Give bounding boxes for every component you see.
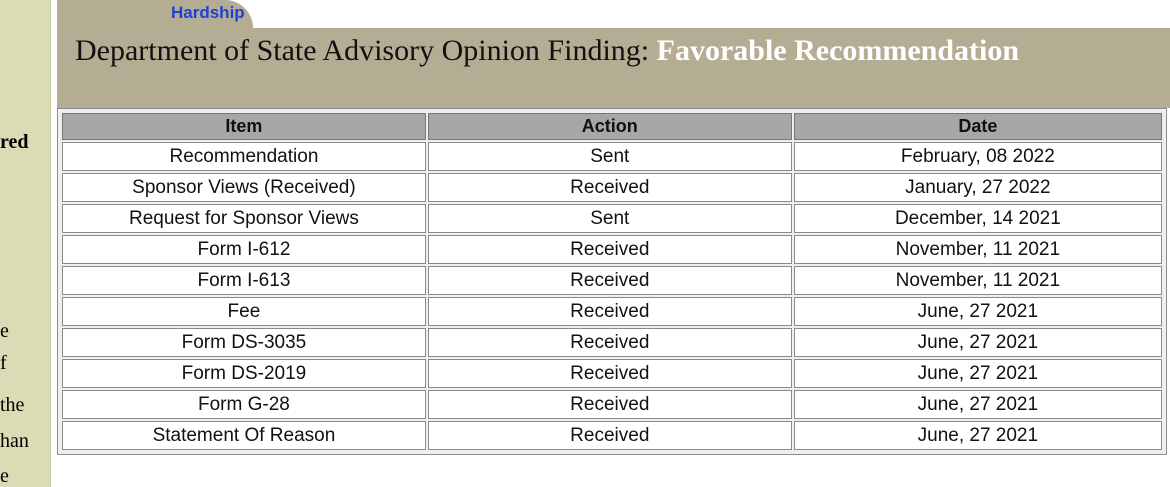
table-row [62, 390, 1162, 419]
cell-date: January, 27 2022 [794, 173, 1162, 202]
sidebar-text-fragment: the [0, 394, 25, 416]
cell-action: Received [428, 297, 792, 326]
sidebar-text-fragment: e [0, 320, 9, 342]
tab-hardship[interactable] [57, 0, 253, 30]
cell-date: June, 27 2021 [794, 297, 1162, 326]
sidebar-text-fragment: f [0, 352, 7, 374]
table-row [62, 235, 1162, 264]
cell-action: Sent [428, 204, 792, 233]
table-row [62, 173, 1162, 202]
cell-action: Received [428, 235, 792, 264]
cell-date: December, 14 2021 [794, 204, 1162, 233]
column-header-item: Item [62, 113, 426, 140]
finding-title [75, 34, 1019, 68]
cell-date: November, 11 2021 [794, 266, 1162, 295]
tab-label: Hardship [171, 3, 245, 22]
cell-action: Received [428, 328, 792, 357]
cell-date: June, 27 2021 [794, 359, 1162, 388]
cell-action: Received [428, 173, 792, 202]
cell-item: Fee [62, 297, 426, 326]
cell-action: Sent [428, 142, 792, 171]
cell-action: Received [428, 266, 792, 295]
cell-action: Received [428, 421, 792, 450]
table-row [62, 328, 1162, 357]
table-row [62, 266, 1162, 295]
column-header-action: Action [428, 113, 792, 140]
history-table [60, 111, 1164, 452]
table-row [62, 359, 1162, 388]
cell-item: Request for Sponsor Views [62, 204, 426, 233]
sidebar-text-fragment: red [0, 131, 29, 153]
table-row [62, 421, 1162, 450]
finding-header [57, 28, 1170, 108]
cell-date: February, 08 2022 [794, 142, 1162, 171]
cell-item: Form I-612 [62, 235, 426, 264]
cell-item: Form I-613 [62, 266, 426, 295]
table-row [62, 142, 1162, 171]
cell-date: November, 11 2021 [794, 235, 1162, 264]
cell-date: June, 27 2021 [794, 421, 1162, 450]
cell-item: Statement Of Reason [62, 421, 426, 450]
cell-item: Sponsor Views (Received) [62, 173, 426, 202]
cell-date: June, 27 2021 [794, 328, 1162, 357]
finding-label: Department of State Advisory Opinion Finding: [75, 34, 650, 67]
cell-item: Form G-28 [62, 390, 426, 419]
cell-item: Recommendation [62, 142, 426, 171]
table-row [62, 204, 1162, 233]
cell-action: Received [428, 390, 792, 419]
cell-item: Form DS-3035 [62, 328, 426, 357]
cell-action: Received [428, 359, 792, 388]
sidebar-text-fragment: e [0, 465, 9, 487]
left-sidebar-panel [0, 0, 51, 487]
column-header-date: Date [794, 113, 1162, 140]
history-table-container [57, 108, 1167, 455]
table-header-row [62, 113, 1162, 140]
sidebar-text-fragment: han [0, 430, 29, 452]
cell-item: Form DS-2019 [62, 359, 426, 388]
table-row [62, 297, 1162, 326]
finding-value: Favorable Recommendation [656, 34, 1020, 67]
cell-date: June, 27 2021 [794, 390, 1162, 419]
